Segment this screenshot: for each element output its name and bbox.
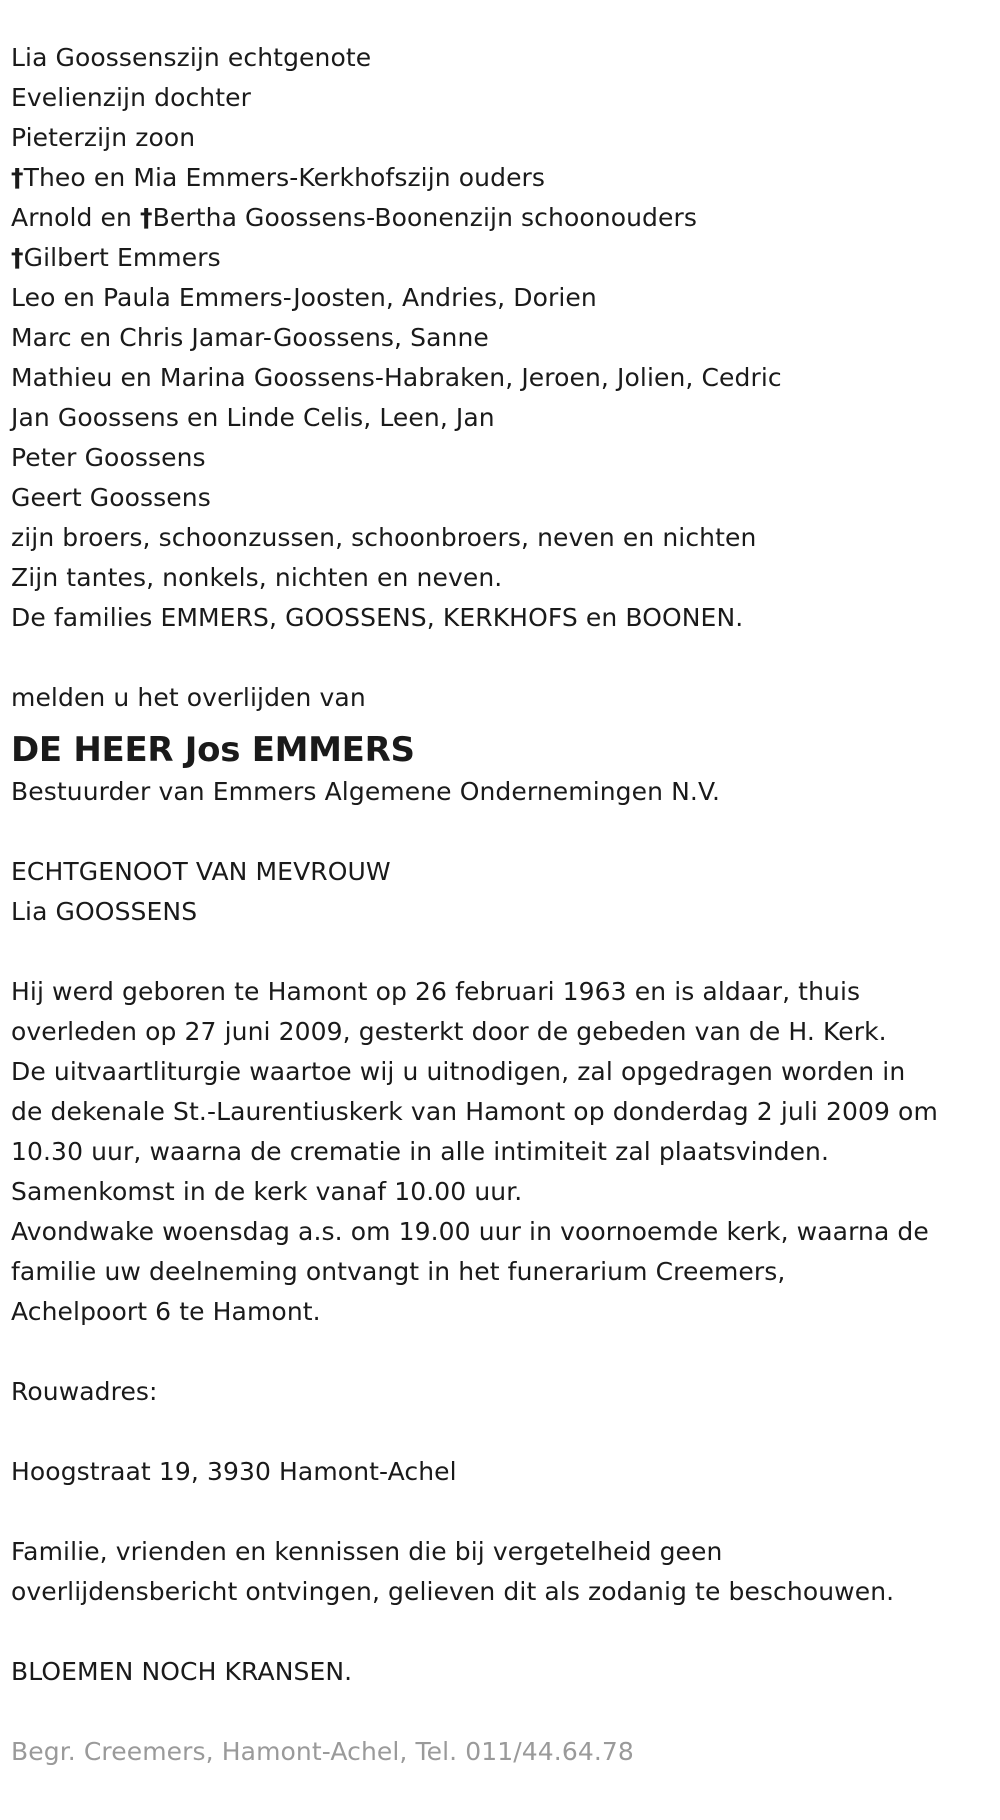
mourner-line: Lia Goossenszijn echtgenote [11,43,372,72]
mourner-line: Mathieu en Marina Goossens-Habraken, Jeroen, Jolien, Cedric [11,363,782,392]
address-label: Rouwadres: [11,1377,158,1406]
mourner-line: Zijn tantes, nonkels, nichten en neven. [11,563,503,592]
mourner-line: Marc en Chris Jamar-Goossens, Sanne [11,323,489,352]
notice-paragraph [11,1532,996,1612]
funeral-director-footer: Begr. Creemers, Hamont-Achel, Tel. 011/44.64.78 [11,1737,634,1766]
mourner-line: De families EMMERS, GOOSSENS, KERKHOFS en BOONEN. [11,603,744,632]
mourner-line: Leo en Paula Emmers-Joosten, Andries, Dorien [11,283,597,312]
mourners-list [11,38,996,638]
funeral-details [11,972,996,1332]
spacer [11,1492,996,1532]
spacer [11,1692,996,1732]
flowers-note: BLOEMEN NOCH KRANSEN. [11,1657,353,1686]
notice-line: overlijdensbericht ontvingen, gelieven dit als zodanig te beschouwen. [11,1577,895,1606]
mourner-line: Pieterzijn zoon [11,123,196,152]
mourner-line: Geert Goossens [11,483,211,512]
cross-icon: † [11,163,24,192]
spacer [11,1412,996,1452]
details-line: Hij werd geboren te Hamont op 26 februari 1963 en is aldaar, thuis [11,977,861,1006]
details-line: Achelpoort 6 te Hamont. [11,1297,321,1326]
mourner-line: Jan Goossens en Linde Celis, Leen, Jan [11,403,495,432]
cross-icon: † [11,243,24,272]
mourner-line: zijn broers, schoonzussen, schoonbroers, neven en nichten [11,523,757,552]
obituary-notice [11,38,996,1772]
cross-icon: † [140,203,153,232]
spacer [11,1332,996,1372]
spacer [11,1612,996,1652]
mourner-line: Evelienzijn dochter [11,83,252,112]
details-line: Samenkomst in de kerk vanaf 10.00 uur. [11,1177,523,1206]
details-line: De uitvaartliturgie waartoe wij u uitnodigen, zal opgedragen worden in [11,1057,906,1086]
notice-line: Familie, vrienden en kennissen die bij vergetelheid geen [11,1537,723,1566]
deceased-role: Bestuurder van Emmers Algemene Ondernemingen N.V. [11,777,721,806]
mourner-line: Arnold en †Bertha Goossens-Boonenzijn schoonouders [11,203,698,232]
details-line: de dekenale St.-Laurentiuskerk van Hamont op donderdag 2 juli 2009 om [11,1097,938,1126]
deceased-name: DE HEER Jos EMMERS [11,730,415,770]
announce-text: melden u het overlijden van [11,683,366,712]
mourner-line: Peter Goossens [11,443,206,472]
spacer [11,932,996,972]
spouse-name: Lia GOOSSENS [11,897,198,926]
details-line: overleden op 27 juni 2009, gesterkt door de gebeden van de H. Kerk. [11,1017,887,1046]
details-line: Avondwake woensdag a.s. om 19.00 uur in voornoemde kerk, waarna de [11,1217,929,1246]
spacer [11,812,996,852]
mourning-address: Hoogstraat 19, 3930 Hamont-Achel [11,1457,457,1486]
spouse-label: ECHTGENOOT VAN MEVROUW [11,857,391,886]
details-line: familie uw deelneming ontvangt in het funerarium Creemers, [11,1257,786,1286]
details-line: 10.30 uur, waarna de crematie in alle intimiteit zal plaatsvinden. [11,1137,830,1166]
mourner-line: †Gilbert Emmers [11,243,221,272]
spacer [11,638,996,678]
mourner-line: †Theo en Mia Emmers-Kerkhofszijn ouders [11,163,546,192]
